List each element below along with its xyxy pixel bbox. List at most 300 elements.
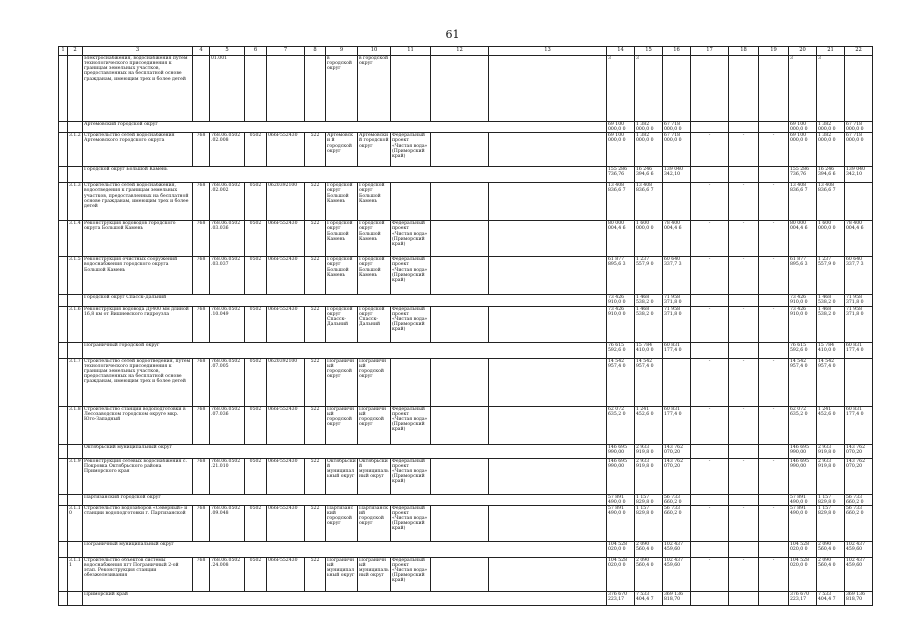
table-cell: - xyxy=(729,221,759,257)
table-row xyxy=(59,557,873,591)
table-cell: 3 xyxy=(607,56,635,122)
table-cell: 60 831 177,4 0 xyxy=(845,406,873,444)
amount-cell xyxy=(759,541,789,557)
table-cell xyxy=(431,133,489,167)
amount-cell xyxy=(729,591,759,605)
amount-cell: 2 090 560,4 0 xyxy=(817,541,845,557)
table-cell: - xyxy=(691,458,729,494)
column-header: 3 xyxy=(83,47,193,56)
table-cell: 768 xyxy=(193,358,210,406)
table-cell: Октябрьский муниципальный округ xyxy=(358,458,391,494)
amount-cell: 1 468 538,2 0 xyxy=(817,295,845,306)
table-cell: 3.1.4 xyxy=(68,221,83,257)
amount-cell: 376 670 223,17 xyxy=(607,591,635,605)
table-cell: Партизанский городской округ xyxy=(326,505,358,541)
amount-cell xyxy=(729,444,759,458)
table-cell: - xyxy=(691,257,729,295)
table-cell: 3.1.10 xyxy=(68,505,83,541)
table-cell: 768.06.0502 .21.010 xyxy=(210,458,245,494)
table-cell: 57 891 490,0 0 xyxy=(789,505,817,541)
table-cell: 3.1.8 xyxy=(68,406,83,444)
amount-cell: 1 157 829,8 0 xyxy=(817,494,845,505)
column-header: 16 xyxy=(663,47,691,56)
table-cell: 14 542 957,4 0 xyxy=(607,358,635,406)
column-header: 13 xyxy=(489,47,607,56)
table-cell: 67 718 000,0 0 xyxy=(845,133,873,167)
amount-cell xyxy=(691,494,729,505)
table-cell xyxy=(489,257,607,295)
table-cell: - xyxy=(759,358,789,406)
table-cell: 522 xyxy=(305,505,326,541)
amount-cell xyxy=(759,295,789,306)
table-cell: 73 426 910,0 0 xyxy=(607,306,635,342)
table-cell: 104 528 020,0 0 xyxy=(607,557,635,591)
table-cell: 0502 xyxy=(245,458,267,494)
table-cell: Городской округ Большой Камень xyxy=(358,257,391,295)
table-cell xyxy=(489,56,607,122)
amount-cell xyxy=(729,494,759,505)
amount-cell: 376 670 223,17 xyxy=(789,591,817,605)
table-cell: 102 437 459,60 xyxy=(845,557,873,591)
table-cell: Федеральный проект «Чистая вода» (Приморский край) xyxy=(391,257,431,295)
column-header: 7 xyxy=(267,47,305,56)
table-cell xyxy=(489,306,607,342)
table-cell xyxy=(193,56,210,122)
blank-cell xyxy=(59,167,68,183)
amount-cell: 146 695 990,00 xyxy=(607,444,635,458)
table-cell: - xyxy=(691,183,729,221)
table-cell: 60 640 337,7 3 xyxy=(845,257,873,295)
table-cell: Городской округ Спасск-Дальний xyxy=(326,306,358,342)
subtotal-row xyxy=(59,342,873,358)
table-cell: 768.06.0502 .09.048 xyxy=(210,505,245,541)
table-row xyxy=(59,458,873,494)
amount-cell xyxy=(691,591,729,605)
amount-cell: 71 958 371,8 0 xyxy=(663,295,691,306)
table-cell: 768.06.0502 .02.002 xyxy=(210,183,245,221)
table-cell: 60 640 337,7 3 xyxy=(663,257,691,295)
column-header: 11 xyxy=(391,47,431,56)
table-cell: 768.06.0502 .03.037 xyxy=(210,257,245,295)
table-cell: 1 157 829,8 0 xyxy=(817,505,845,541)
amount-cell xyxy=(759,342,789,358)
table-cell: 768.06.0502 .10.049 xyxy=(210,306,245,342)
subtotal-row xyxy=(59,295,873,306)
table-cell: 146 695 990,00 xyxy=(789,458,817,494)
table-cell: 3.1.9 xyxy=(68,458,83,494)
table-cell: 56 733 660,2 0 xyxy=(663,505,691,541)
table-cell: - xyxy=(759,221,789,257)
table-cell xyxy=(391,56,431,122)
table-cell: 066F552430 xyxy=(267,557,305,591)
column-header: 5 xyxy=(210,47,245,56)
table-cell: 143 762 070,20 xyxy=(663,458,691,494)
table-cell: - xyxy=(691,221,729,257)
table-cell: - xyxy=(759,257,789,295)
amount-cell xyxy=(691,444,729,458)
table-cell: 3.1.5 xyxy=(68,257,83,295)
table-cell: - xyxy=(691,133,729,167)
column-header: 10 xyxy=(358,47,391,56)
table-cell: 522 xyxy=(305,133,326,167)
amount-cell xyxy=(759,494,789,505)
table-cell: 69 100 000,0 0 xyxy=(607,133,635,167)
table-cell xyxy=(663,358,691,406)
table-cell: 1 600 000,0 0 xyxy=(817,221,845,257)
table-cell: 14 542 957,4 0 xyxy=(789,358,817,406)
amount-cell: 104 528 020,0 0 xyxy=(789,541,817,557)
table-cell: 768 xyxy=(193,183,210,221)
table-cell: 14 542 957,4 0 xyxy=(817,358,845,406)
table-row xyxy=(59,505,873,541)
table-cell: - xyxy=(729,406,759,444)
table-cell: - xyxy=(729,505,759,541)
table-cell: 01.001 xyxy=(210,56,245,122)
table-cell: 1 600 000,0 0 xyxy=(635,221,663,257)
table-cell: - xyxy=(729,183,759,221)
amount-cell: 69 100 000,0 0 xyxy=(789,122,817,133)
table-cell xyxy=(489,183,607,221)
table-cell: 1 241 452,6 0 xyxy=(817,406,845,444)
table-cell: Строительство водозаборов «Северный» и станции водоподготовки г. Партизанской xyxy=(83,505,193,541)
table-row xyxy=(59,358,873,406)
table-cell: 0502 xyxy=(245,257,267,295)
column-header: 9 xyxy=(326,47,358,56)
table-cell: 78 400 004,4 6 xyxy=(845,221,873,257)
subtotal-label: Пограничный муниципальный округ xyxy=(83,541,607,557)
table-cell: 522 xyxy=(305,358,326,406)
table-cell: 57 891 490,0 0 xyxy=(607,505,635,541)
table-cell xyxy=(431,406,489,444)
amount-cell xyxy=(729,295,759,306)
table-cell: - xyxy=(729,133,759,167)
column-header: 19 xyxy=(759,47,789,56)
table-cell xyxy=(431,358,489,406)
amount-cell: 15 784 410,0 0 xyxy=(635,342,663,358)
amount-cell: 15 784 410,0 0 xyxy=(817,342,845,358)
blank-cell xyxy=(59,295,68,306)
table-row xyxy=(59,257,873,295)
table-cell: 56 733 660,2 0 xyxy=(845,505,873,541)
table-cell: 62 072 635,2 0 xyxy=(789,406,817,444)
table-cell: 768 xyxy=(193,505,210,541)
table-cell: Строительство станции водоподготовки в Лесозаводском городском округе мкр. Юго-Западный xyxy=(83,406,193,444)
blank-cell xyxy=(68,591,83,605)
amount-cell: 67 718 000,0 0 xyxy=(663,122,691,133)
amount-cell: 76 615 592,6 0 xyxy=(789,342,817,358)
table-cell: - xyxy=(729,306,759,342)
table-cell: 143 762 070,20 xyxy=(845,458,873,494)
table-cell: Пограничный городской округ xyxy=(326,358,358,406)
table-cell xyxy=(391,183,431,221)
subtotal-label: Октябрьский муниципальный округ xyxy=(83,444,607,458)
table-cell xyxy=(489,406,607,444)
table-cell: Пограничный городской округ xyxy=(326,406,358,444)
table-cell: - xyxy=(691,505,729,541)
amount-cell xyxy=(691,342,729,358)
table-cell: 522 xyxy=(305,306,326,342)
table-cell xyxy=(59,221,68,257)
table-cell xyxy=(759,56,789,122)
blank-cell xyxy=(59,541,68,557)
table-cell xyxy=(489,221,607,257)
subtotal-row xyxy=(59,591,873,605)
amount-cell: 57 891 490,0 0 xyxy=(607,494,635,505)
table-cell: 2 933 919,8 0 xyxy=(635,458,663,494)
subtotal-row xyxy=(59,167,873,183)
table-cell: Городской округ Спасск-Дальний xyxy=(358,306,391,342)
table-cell: Строительство сетей водоснабжения Артемовского городского округа xyxy=(83,133,193,167)
amount-cell xyxy=(759,444,789,458)
table-cell: 61 877 895,6 3 xyxy=(607,257,635,295)
table-cell: Федеральный проект «Чистая вода» (Приморский край) xyxy=(391,133,431,167)
table-cell xyxy=(59,505,68,541)
amount-cell: 102 437 459,60 xyxy=(663,541,691,557)
blank-cell xyxy=(68,444,83,458)
table-cell xyxy=(59,458,68,494)
column-header: 14 xyxy=(607,47,635,56)
table-cell: 1 382 000,0 0 xyxy=(635,133,663,167)
table-cell: 522 xyxy=(305,557,326,591)
table-cell: 768 xyxy=(193,221,210,257)
table-cell: 522 xyxy=(305,183,326,221)
table-cell xyxy=(59,56,68,122)
table-row xyxy=(59,406,873,444)
page-number: 61 xyxy=(445,28,460,41)
column-header: 17 xyxy=(691,47,729,56)
table-cell: Федеральный проект «Чистая вода» (Приморский край) xyxy=(391,406,431,444)
table-cell: 0502 xyxy=(245,306,267,342)
table-cell xyxy=(59,306,68,342)
table-cell: 71 958 371,8 0 xyxy=(845,306,873,342)
table-cell: в городской округ xyxy=(358,56,391,122)
table-cell xyxy=(489,358,607,406)
table-cell xyxy=(431,306,489,342)
column-header: 15 xyxy=(635,47,663,56)
table-cell: 61 877 895,6 3 xyxy=(789,257,817,295)
table-cell: 066F552430 xyxy=(267,306,305,342)
table-cell: 0502 xyxy=(245,557,267,591)
table-cell: электроснабжения, водоснабжения путем технологического присоединения к границам земельных участков, предоставленных на бесплатной основе гражданам, имеющим трех и более детей xyxy=(83,56,193,122)
table-cell: - xyxy=(729,257,759,295)
table-cell: - xyxy=(691,406,729,444)
table-cell: 066F552430 xyxy=(267,458,305,494)
amount-cell: 369 136 818,70 xyxy=(663,591,691,605)
table-cell: 522 xyxy=(305,406,326,444)
table-cell: 522 xyxy=(305,458,326,494)
amount-cell xyxy=(691,295,729,306)
table-cell xyxy=(691,56,729,122)
table-cell: Реконструкция очистных сооружений водоснабжения городского округа Большой Камень xyxy=(83,257,193,295)
table-cell: 0502 xyxy=(245,133,267,167)
amount-cell xyxy=(759,167,789,183)
column-header: 6 xyxy=(245,47,267,56)
table-cell xyxy=(59,257,68,295)
amount-cell: 76 615 592,6 0 xyxy=(607,342,635,358)
table-cell: - xyxy=(729,358,759,406)
amount-cell xyxy=(729,342,759,358)
table-cell: Пограничный городской округ xyxy=(358,358,391,406)
table-cell: Федеральный проект «Чистая вода» (Приморский край) xyxy=(391,306,431,342)
table-cell xyxy=(431,56,489,122)
table-cell: 3.1.7 xyxy=(68,358,83,406)
amount-cell: 143 762 070,20 xyxy=(663,444,691,458)
table-cell: Федеральный проект «Чистая вода» (Приморский край) xyxy=(391,221,431,257)
table-cell: - xyxy=(729,458,759,494)
amount-cell: 69 100 000,0 0 xyxy=(607,122,635,133)
table-cell: Реконструкция водовода Ду400 мм длиной 16,8 км от Вишневского гидроузла xyxy=(83,306,193,342)
table-cell: Строительство сетей водоснабжения, водоотведения к границам земельных участков, предоставленных на бесплатной основе гражданам, имеющим трех и более детей xyxy=(83,183,193,221)
table-cell: - xyxy=(759,306,789,342)
table-cell xyxy=(845,358,873,406)
table-cell: Октябрьский муниципальный округ xyxy=(326,458,358,494)
table-cell: 0502 xyxy=(245,221,267,257)
table-cell: 0620392100 xyxy=(267,183,305,221)
amount-cell: 71 958 371,8 0 xyxy=(845,295,873,306)
table-cell: Строительство сетей водоотведения, путем технологического присоединения к границам земельных участков, предоставленных на бесплатной основе гражданам, имеющим трех и более детей xyxy=(83,358,193,406)
amount-cell: 2 933 919,8 0 xyxy=(635,444,663,458)
amount-cell: 1 382 000,0 0 xyxy=(635,122,663,133)
table-cell xyxy=(59,133,68,167)
table-cell xyxy=(489,505,607,541)
table-cell: Федеральный проект «Чистая вода» (Приморский край) xyxy=(391,557,431,591)
table-cell: 768 xyxy=(193,257,210,295)
table-cell: 066F552430 xyxy=(267,221,305,257)
table-cell: Пограничный муниципальный округ xyxy=(358,557,391,591)
column-header: 1 xyxy=(59,47,68,56)
amount-cell: 2 933 919,8 0 xyxy=(817,444,845,458)
column-header: 20 xyxy=(789,47,817,56)
amount-cell xyxy=(729,122,759,133)
table-cell: 066F552430 xyxy=(267,133,305,167)
blank-cell xyxy=(68,342,83,358)
amount-cell: 7 533 404,4 7 xyxy=(635,591,663,605)
table-cell: 768.06.0502 .07.036 xyxy=(210,406,245,444)
amount-cell: 73 426 910,0 0 xyxy=(789,295,817,306)
table-cell: 3.1.11 xyxy=(68,557,83,591)
table-cell: 0620392100 xyxy=(267,358,305,406)
blank-cell xyxy=(68,167,83,183)
table-cell: Пограничный городской округ xyxy=(358,406,391,444)
amount-cell: 67 718 000,0 0 xyxy=(845,122,873,133)
table-cell: 14 542 957,4 0 xyxy=(635,358,663,406)
table-cell: Партизанский городской округ xyxy=(358,505,391,541)
table-cell: Федеральный проект «Чистая вода» (Приморский край) xyxy=(391,458,431,494)
column-header: 22 xyxy=(845,47,873,56)
table-cell: 1 237 557,9 0 xyxy=(817,257,845,295)
table-cell xyxy=(729,56,759,122)
table-cell xyxy=(663,183,691,221)
amount-cell: 16 246 394,6 6 xyxy=(635,167,663,183)
amount-cell xyxy=(729,541,759,557)
table-cell: 2 090 560,4 0 xyxy=(817,557,845,591)
table-cell: 0502 xyxy=(245,505,267,541)
table-cell: 066F552430 xyxy=(267,406,305,444)
table-cell: 67 718 000,0 0 xyxy=(663,133,691,167)
subtotal-row xyxy=(59,122,873,133)
table-cell xyxy=(489,133,607,167)
table-cell: 13 408 836,6 7 xyxy=(635,183,663,221)
table-cell: 2 090 560,4 0 xyxy=(635,557,663,591)
table-cell: 102 437 459,60 xyxy=(663,557,691,591)
blank-cell xyxy=(59,342,68,358)
table-cell: 768.06.0502 .02.008 xyxy=(210,133,245,167)
table-cell: - xyxy=(759,458,789,494)
amount-cell: 139 040 342,10 xyxy=(845,167,873,183)
table-cell xyxy=(59,183,68,221)
table-cell: 104 528 020,0 0 xyxy=(789,557,817,591)
amount-cell xyxy=(691,122,729,133)
amount-cell: 16 246 394,6 6 xyxy=(817,167,845,183)
table-cell xyxy=(59,406,68,444)
table-cell: 3.1.2 xyxy=(68,133,83,167)
amount-cell: 73 426 910,0 0 xyxy=(607,295,635,306)
table-cell: Реконструкция водоводов городского округа Большой Камень xyxy=(83,221,193,257)
table-cell: - xyxy=(691,358,729,406)
table-cell: 0502 xyxy=(245,358,267,406)
table-cell: 71 958 371,8 0 xyxy=(663,306,691,342)
table-cell: 522 xyxy=(305,221,326,257)
budget-table xyxy=(58,46,873,606)
subtotal-row xyxy=(59,541,873,557)
table-cell: 73 426 910,0 0 xyxy=(789,306,817,342)
subtotal-label: Городской округ Большой Камень xyxy=(83,167,607,183)
table-cell: 1 382 000,0 0 xyxy=(817,133,845,167)
table-cell: 1 157 829,8 0 xyxy=(635,505,663,541)
table-cell: Городской округ Большой Камень xyxy=(326,257,358,295)
table-cell: Строительство объектов системы водоснабжения пгт Пограничный 2-ой этап. Реконструкция станции обезжелезивания xyxy=(83,557,193,591)
table-cell xyxy=(431,183,489,221)
table-cell: 768 xyxy=(193,406,210,444)
amount-cell: 1 468 538,2 0 xyxy=(635,295,663,306)
blank-cell xyxy=(68,541,83,557)
table-cell xyxy=(59,557,68,591)
table-cell: 1 237 557,9 0 xyxy=(635,257,663,295)
amount-cell: 7 533 404,4 7 xyxy=(817,591,845,605)
subtotal-label: Приморский край xyxy=(83,591,607,605)
table-cell: - xyxy=(759,133,789,167)
table-cell: - xyxy=(759,183,789,221)
table-cell: 80 000 004,4 6 xyxy=(607,221,635,257)
table-cell: 768 xyxy=(193,133,210,167)
table-cell: Реконструкция сетевых водоснабжения с. Покровка Октябрьского района Приморского края xyxy=(83,458,193,494)
amount-cell: 56 733 660,2 0 xyxy=(663,494,691,505)
table-cell xyxy=(845,56,873,122)
table-cell: - xyxy=(691,557,729,591)
table-cell: 13 408 836,6 7 xyxy=(789,183,817,221)
column-header: 18 xyxy=(729,47,759,56)
amount-cell: 146 695 990,00 xyxy=(789,444,817,458)
table-cell xyxy=(245,56,267,122)
column-header: 2 xyxy=(68,47,83,56)
table-cell: Городской округ Большой Камень xyxy=(358,221,391,257)
table-cell: 522 xyxy=(305,257,326,295)
table-cell: 066F552430 xyxy=(267,505,305,541)
subtotal-row xyxy=(59,444,873,458)
table-cell: Артемовски й городской округ xyxy=(326,133,358,167)
table-cell: 60 831 177,4 0 xyxy=(663,406,691,444)
blank-cell xyxy=(68,295,83,306)
table-cell: 3.1.3 xyxy=(68,183,83,221)
amount-cell: 1 157 829,8 0 xyxy=(635,494,663,505)
amount-cell: 369 136 818,70 xyxy=(845,591,873,605)
table-cell: 1 468 538,2 0 xyxy=(635,306,663,342)
table-cell: Пограничный муниципальный округ xyxy=(326,557,358,591)
table-cell: 146 695 990,00 xyxy=(607,458,635,494)
amount-cell: 60 831 177,4 0 xyxy=(663,342,691,358)
table-cell: - xyxy=(759,505,789,541)
table-cell: 62 072 635,2 0 xyxy=(607,406,635,444)
